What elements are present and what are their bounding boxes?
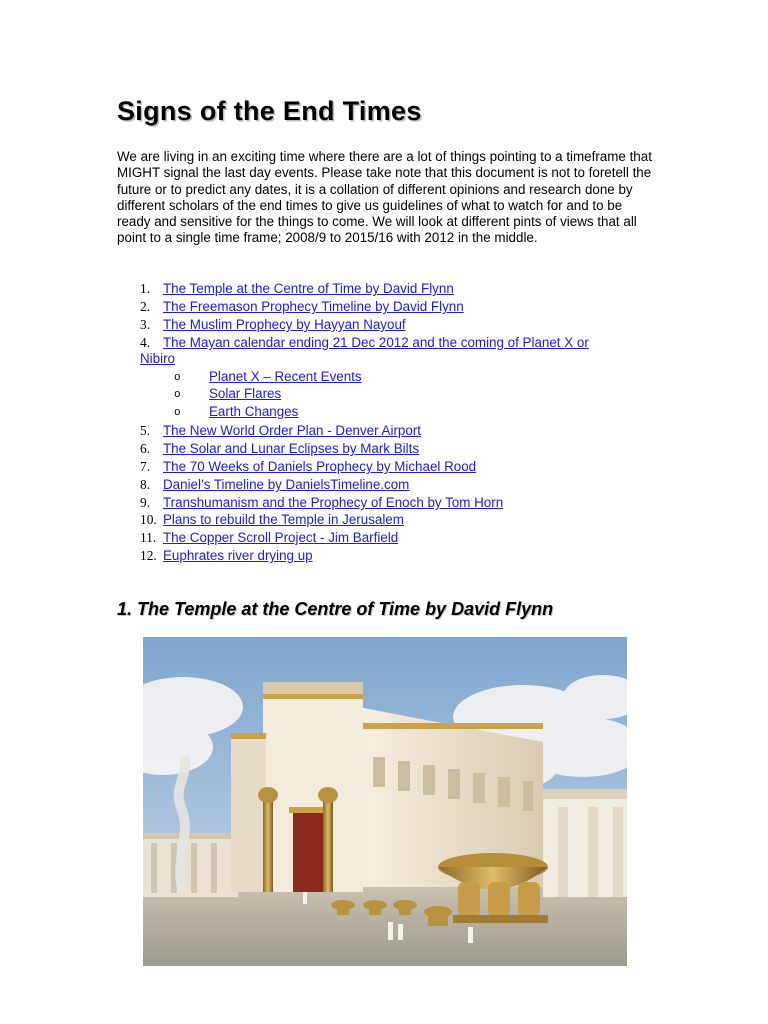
toc-link-copper-scroll[interactable]: The Copper Scroll Project - Jim Barfield [163,530,399,545]
toc-link-euphrates[interactable]: Euphrates river drying up [163,548,313,563]
toc-link-freemason-prophecy[interactable]: The Freemason Prophecy Timeline by David Flynn [163,299,464,314]
toc-link-mayan-calendar-cont[interactable]: Nibiro [140,351,175,366]
toc-number: 4. [140,335,151,350]
toc-number: 11. [140,530,157,545]
toc-number: 10. [140,512,157,527]
right-colonnade [543,789,627,897]
toc-link-transhumanism[interactable]: Transhumanism and the Prophecy of Enoch by Tom Horn [163,495,504,510]
toc-number: 12. [140,548,157,563]
toc-link-70-weeks[interactable]: The 70 Weeks of Daniels Prophecy by Michael Rood [163,459,477,474]
temple-painting [143,637,627,966]
toc-link-solar-flares[interactable]: Solar Flares [209,386,282,401]
temple-illustration [143,637,627,966]
toc-link-muslim-prophecy[interactable]: The Muslim Prophecy by Hayyan Nayouf [163,317,406,332]
intro-paragraph: We are living in an exciting time where there are a lot of things pointing to a timeframe that MIGHT signal the last day events. Please take note that this document is not to foretell the future or to predict any dates, it is a collation of different opinions and research done by different scholars of the end times to give us guidelines of what to watch for and to be ready and sensitive for the things to come. We will look at different pints of views that all point to a single time frame; 2008/9 to 2015/16 with 2012 in the middle. [117,149,652,246]
toc-number: 7. [140,459,151,474]
toc-link-daniels-timeline[interactable]: Daniel’s Timeline by DanielsTimeline.com [163,477,410,492]
section-heading: 1. The Temple at the Centre of Time by David Flynn [117,599,554,619]
toc-number: 5. [140,423,151,438]
bullet-marker: o [174,389,181,401]
toc-number: 3. [140,317,151,332]
toc-number: 8. [140,477,151,492]
toc-link-planet-x[interactable]: Planet X – Recent Events [209,369,362,384]
toc-link-eclipses[interactable]: The Solar and Lunar Eclipses by Mark Bilts [163,441,420,456]
toc-number: 1. [140,281,151,296]
bullet-marker: o [174,407,181,419]
toc-link-rebuild-temple[interactable]: Plans to rebuild the Temple in Jerusalem [163,512,404,527]
toc-link-temple-centre-of-time[interactable]: The Temple at the Centre of Time by David Flynn [163,281,454,296]
courtyard-ground [143,887,627,966]
left-colonnade [143,833,238,897]
toc-link-earth-changes[interactable]: Earth Changes [209,404,299,419]
bullet-marker: o [174,372,181,384]
toc-link-mayan-calendar[interactable]: The Mayan calendar ending 21 Dec 2012 and the coming of Planet X or [163,335,589,350]
toc-link-new-world-order[interactable]: The New World Order Plan - Denver Airport [163,423,421,438]
toc-number: 6. [140,441,151,456]
document-title: Signs of the End Times [117,96,422,126]
toc-number: 9. [140,495,151,510]
toc-number: 2. [140,299,151,314]
